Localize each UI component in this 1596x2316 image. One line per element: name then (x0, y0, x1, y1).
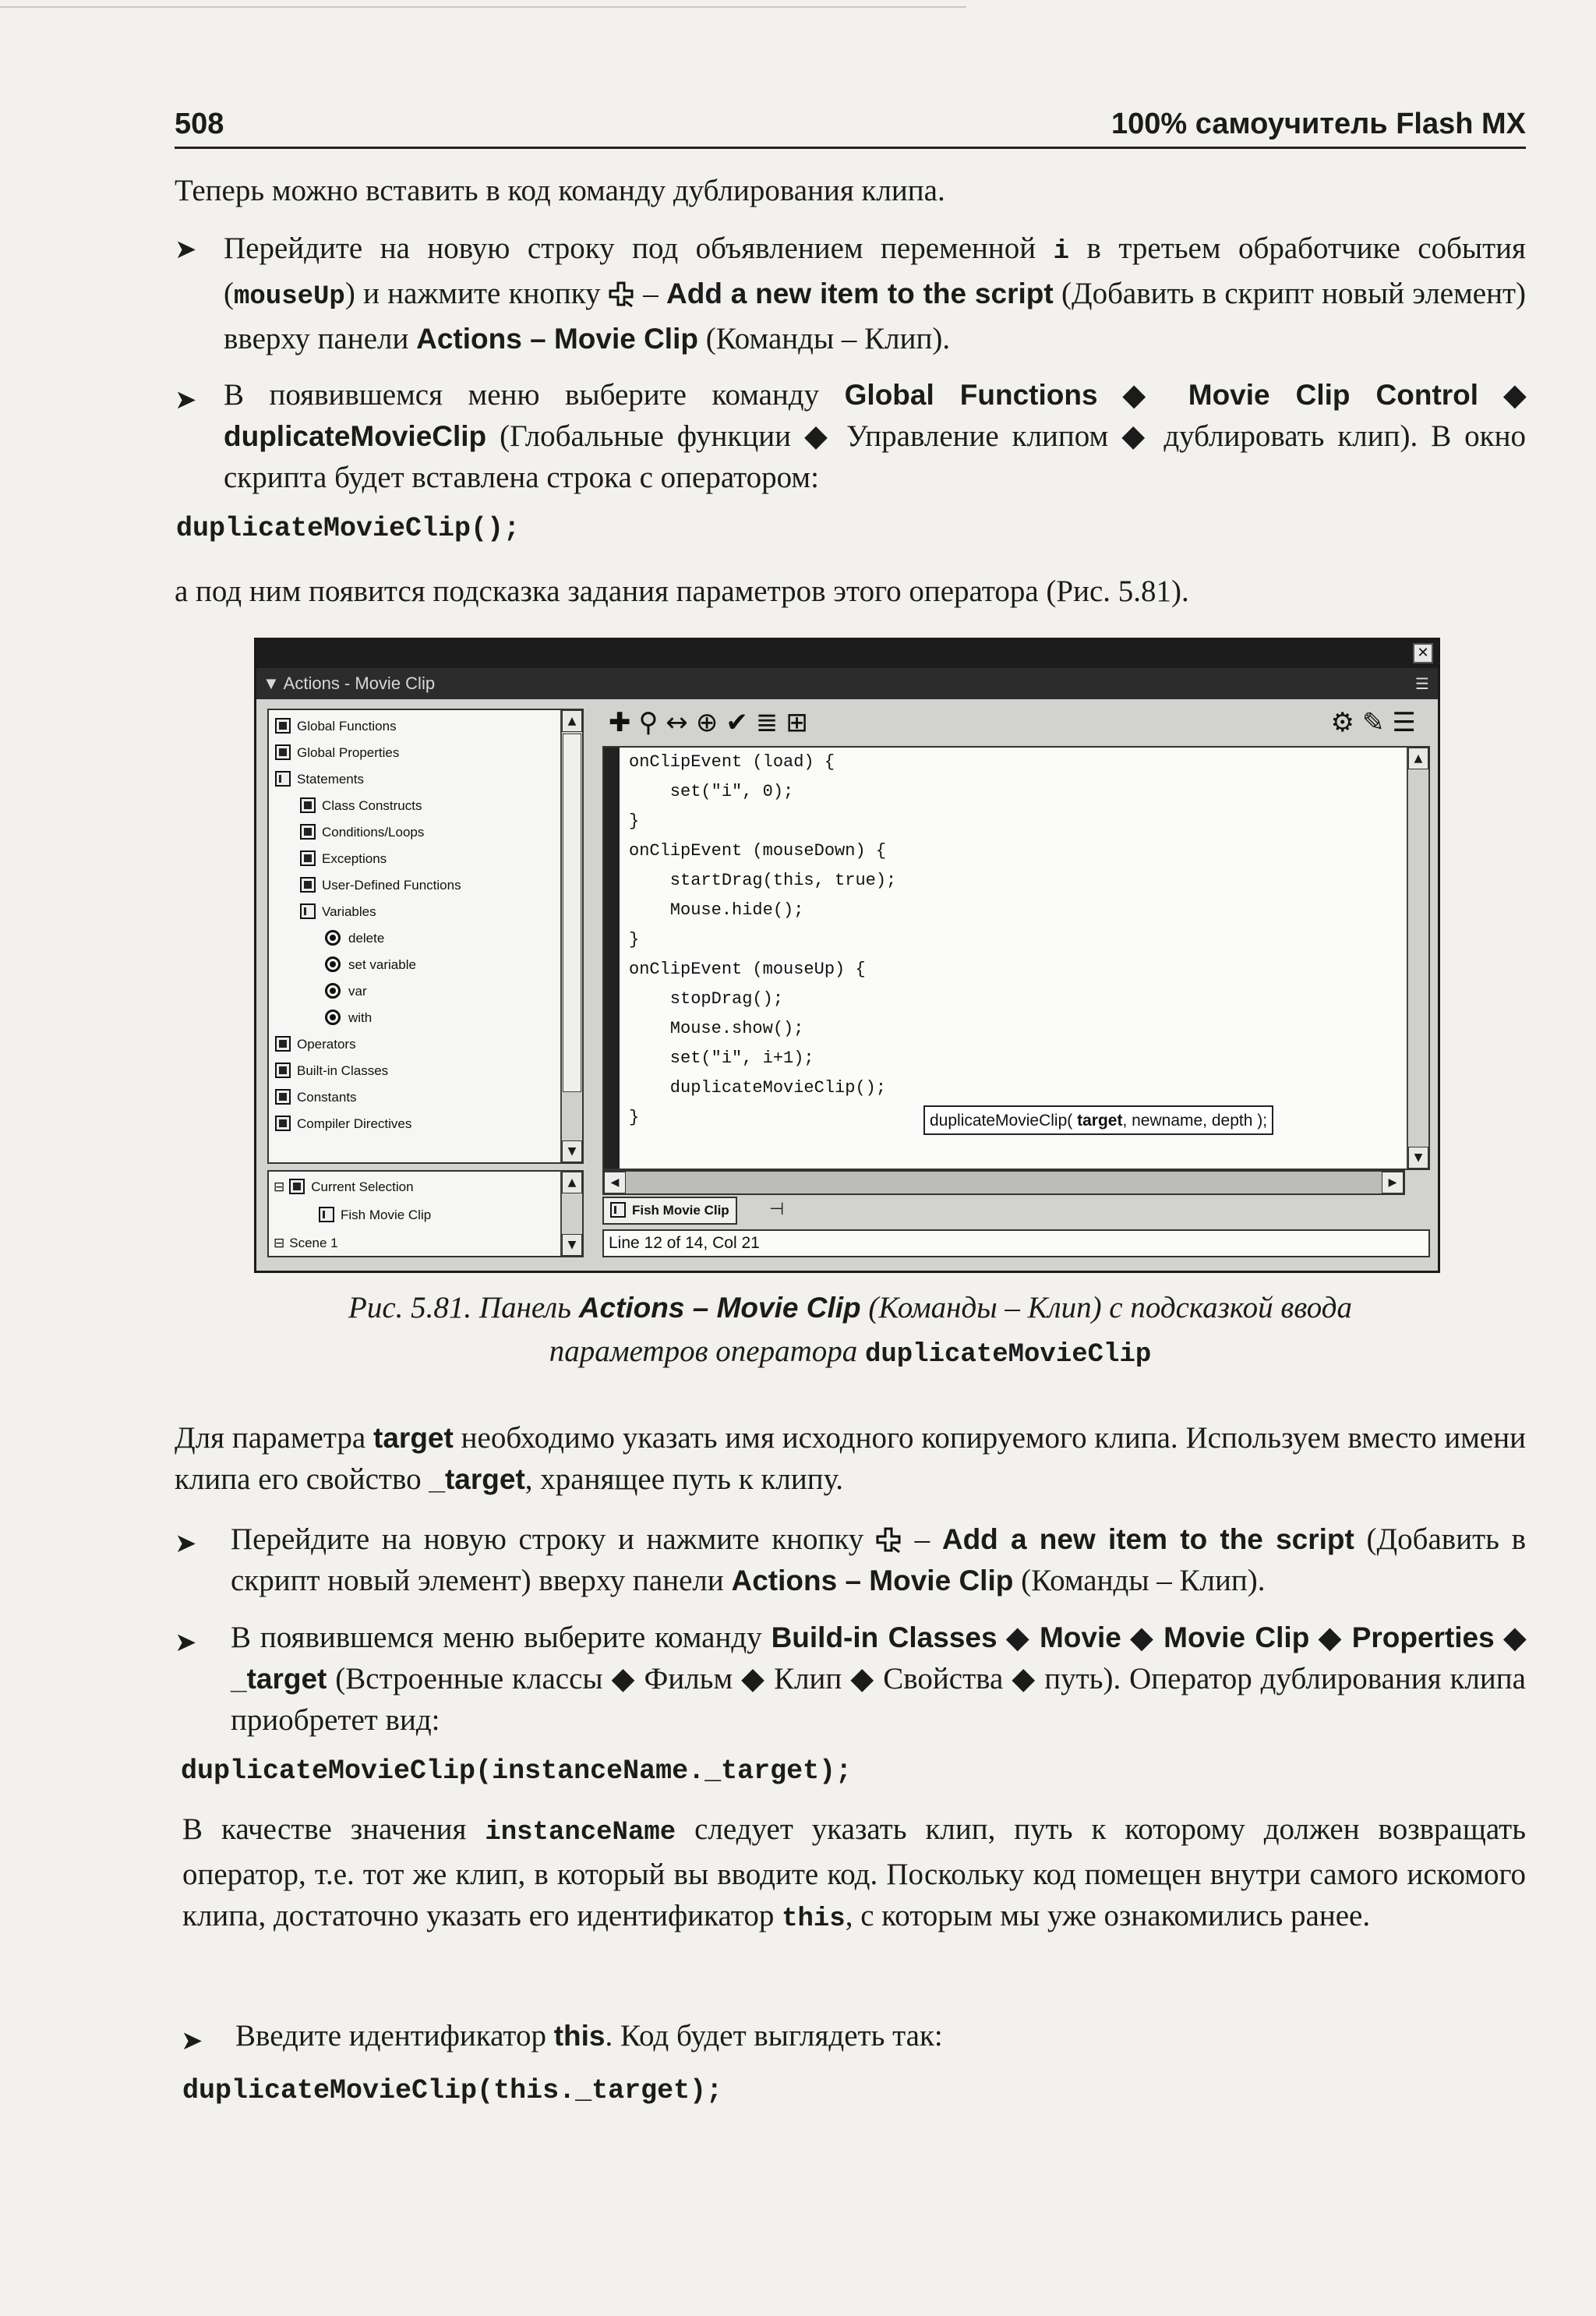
collapse-icon[interactable]: ⊟ (274, 1236, 285, 1251)
tree-item-conditions-loops[interactable]: Conditions/Loops (300, 819, 424, 846)
pin-script-icon[interactable]: ⊣ (769, 1200, 785, 1219)
selection-scrollbar[interactable] (560, 1172, 582, 1256)
script-line: } (629, 1108, 640, 1127)
add-item-icon (876, 1527, 902, 1554)
book-icon (275, 1063, 291, 1078)
book-icon (275, 1089, 291, 1105)
script-line: startDrag(this, true); (629, 871, 897, 890)
tree-item-class-constructs[interactable]: Class Constructs (300, 793, 422, 819)
tree-item-constants[interactable]: Constants (275, 1084, 357, 1111)
script-line: } (629, 811, 640, 831)
page-number: 508 (175, 108, 224, 140)
open-book-icon (300, 903, 316, 919)
action-circle-icon (325, 956, 341, 972)
tree-item-with[interactable]: with (325, 1005, 372, 1031)
script-toolbar (602, 705, 1430, 746)
collapse-icon[interactable]: ⊟ (274, 1179, 285, 1195)
scroll-up-icon[interactable]: ▲ (562, 1172, 582, 1193)
script-line: } (629, 930, 640, 949)
scroll-down-icon[interactable]: ▼ (562, 1234, 582, 1256)
action-circle-icon (325, 930, 341, 946)
scroll-up-icon[interactable]: ▲ (1408, 748, 1428, 769)
scroll-thumb[interactable] (563, 734, 581, 1092)
book-icon (300, 877, 316, 893)
script-line: stopDrag(); (629, 989, 784, 1009)
bullet-5-mark: ➤ (181, 2025, 203, 2056)
scroll-down-icon[interactable]: ▼ (562, 1140, 582, 1162)
script-line: Mouse.show(); (629, 1019, 804, 1038)
scroll-right-icon[interactable]: ▶ (1382, 1172, 1404, 1193)
book-icon (275, 1036, 291, 1052)
script-line: set("i", i+1); (629, 1048, 814, 1068)
book-icon (275, 1116, 291, 1131)
editor-gutter (604, 748, 620, 1169)
scroll-down-icon[interactable]: ▼ (1408, 1147, 1428, 1169)
tree-item-scene[interactable]: ⊟ Scene 1 (274, 1236, 338, 1251)
script-line: duplicateMovieClip(); (629, 1078, 887, 1098)
paragraph-1: Теперь можно вставить в код команду дублирования клипа. (175, 174, 945, 207)
scroll-left-icon[interactable]: ◀ (604, 1172, 626, 1193)
book-icon (300, 797, 316, 813)
figure-caption: Рис. 5.81. Панель Actions – Movie Clip (Команды – Клип) с подсказкой ввода параметров оператора duplicateMovieClip (348, 1291, 1352, 1370)
tab-fish-movie-clip[interactable]: Fish Movie Clip (602, 1197, 737, 1225)
code-line-3: duplicateMovieClip(this._target); (182, 2075, 723, 2106)
tree-item-fish-movie-clip[interactable]: Fish Movie Clip (319, 1201, 431, 1229)
panel-title-bar[interactable] (256, 668, 1438, 699)
code-line-1: duplicateMovieClip(); (176, 513, 521, 544)
editor-scrollbar[interactable] (1407, 748, 1428, 1169)
tree-item-current-selection[interactable]: ⊟ Current Selection (274, 1179, 414, 1195)
tree-item-global-functions[interactable]: Global Functions (275, 713, 397, 740)
bullet-4-mark: ➤ (175, 1627, 197, 1658)
scroll-up-icon[interactable]: ▲ (562, 710, 582, 732)
tree-item-set-variable[interactable]: set variable (325, 952, 416, 978)
action-circle-icon (325, 1009, 341, 1025)
book-icon (275, 718, 291, 734)
status-bar: Line 12 of 14, Col 21 (602, 1229, 1430, 1257)
tree-item-global-properties[interactable]: Global Properties (275, 740, 399, 766)
tree-item-exceptions[interactable]: Exceptions (300, 846, 387, 872)
script-line: set("i", 0); (629, 782, 794, 801)
bullet-1: Перейдите на новую строку под объявлением переменной i в третьем обработчике события (mouseUp) и нажмите кнопку – Add a new item to the script (Добавить в скрипт новый элемент) вверху панели Actions – Movie Clip (Команды – Клип). (224, 232, 1527, 355)
script-tab-bar (602, 1197, 1430, 1226)
tree-item-operators[interactable]: Operators (275, 1031, 356, 1058)
tree-item-var[interactable]: var (325, 978, 367, 1005)
scan-edge (0, 6, 966, 8)
action-circle-icon (325, 983, 341, 999)
book-icon (300, 824, 316, 840)
actions-toolbox-tree (267, 709, 584, 1164)
paragraph-3: Для параметра target необходимо указать имя исходного копируемого клипа. Используем вместо имени клипа его свойство _target, хранящее путь к клипу. (175, 1421, 1526, 1496)
tree-item-built-in-classes[interactable]: Built-in Classes (275, 1058, 388, 1084)
open-book-icon (275, 771, 291, 787)
tree-item-user-defined-functions[interactable]: User-Defined Functions (300, 872, 461, 899)
bullet-2: В появившемся меню выберите команду Global Functions ◆ Movie Clip Control ◆ duplicateMovieClip (Глобальные функции ◆ Управление клипом ◆ дублировать клип). В окно скрипта будет вставлена строка с оператором: (224, 378, 1527, 494)
movie-clip-icon (610, 1202, 626, 1218)
script-editor[interactable] (602, 746, 1430, 1170)
actions-panel-figure (254, 638, 1440, 1273)
paragraph-2: а под ним появится подсказка задания параметров этого оператора (Рис. 5.81). (175, 575, 1189, 608)
add-item-icon (609, 281, 635, 308)
script-line: Mouse.hide(); (629, 900, 804, 920)
tree-scrollbar[interactable] (560, 710, 582, 1162)
bullet-5: Введите идентификатор this. Код будет выглядеть так: (235, 2019, 943, 2053)
tree-item-variables[interactable]: Variables (300, 899, 376, 925)
bullet-3-mark: ➤ (175, 1528, 197, 1559)
book-title: 100% самоучитель Flash MX (1111, 108, 1526, 140)
book-icon (289, 1179, 305, 1194)
movie-clip-icon (319, 1207, 334, 1222)
bullet-3: Перейдите на новую строку и нажмите кнопку – Add a new item to the script (Добавить в скрипт новый элемент) вверху панели Actions – Movie Clip (Команды – Клип). (231, 1522, 1526, 1597)
tree-item-delete[interactable]: delete (325, 925, 384, 952)
options-menu-icon[interactable]: ☰ (1415, 674, 1429, 693)
selection-tree (267, 1170, 584, 1257)
code-hint-tooltip: duplicateMovieClip( target, newname, depth ); (923, 1105, 1273, 1135)
bullet-1-mark: ➤ (175, 234, 197, 265)
paragraph-4: В качестве значения instanceName следует указать клип, путь к которому должен возвращать оператор, т.е. тот же клип, в который вы вводите код. Поскольку код помещен внутри самого искомого клипа, достаточно указать его идентификатор this, с которым мы уже ознакомились ранее. (182, 1812, 1526, 1934)
panel-title: ▼ Actions - Movie Clip (263, 674, 436, 693)
editor-hscrollbar[interactable] (602, 1170, 1405, 1195)
tree-item-compiler-directives[interactable]: Compiler Directives (275, 1111, 411, 1137)
script-line: onClipEvent (mouseUp) { (629, 960, 866, 979)
toolbar-right-icons[interactable]: ⚙✎☰ (1330, 707, 1424, 738)
close-icon[interactable]: ✕ (1413, 643, 1433, 663)
bullet-4: В появившемся меню выберите команду Build-in Classes ◆ Movie ◆ Movie Clip ◆ Properties ◆ _target (Встроенные классы ◆ Фильм ◆ Клип ◆ Свойства ◆ путь). Оператор дублирования клипа приобретет вид: (231, 1621, 1527, 1737)
book-icon (275, 744, 291, 760)
script-line: onClipEvent (load) { (629, 752, 835, 772)
running-header (175, 103, 1526, 149)
tree-item-statements[interactable]: Statements (275, 766, 364, 793)
book-icon (300, 850, 316, 866)
script-line: onClipEvent (mouseDown) { (629, 841, 887, 861)
code-line-2: duplicateMovieClip(instanceName._target); (181, 1756, 853, 1787)
panel-top-bar (256, 640, 1438, 668)
toolbar-left-icons[interactable]: ✚⚲↔⊕✔≣⊞ (609, 707, 816, 738)
bullet-2-mark: ➤ (175, 384, 197, 415)
